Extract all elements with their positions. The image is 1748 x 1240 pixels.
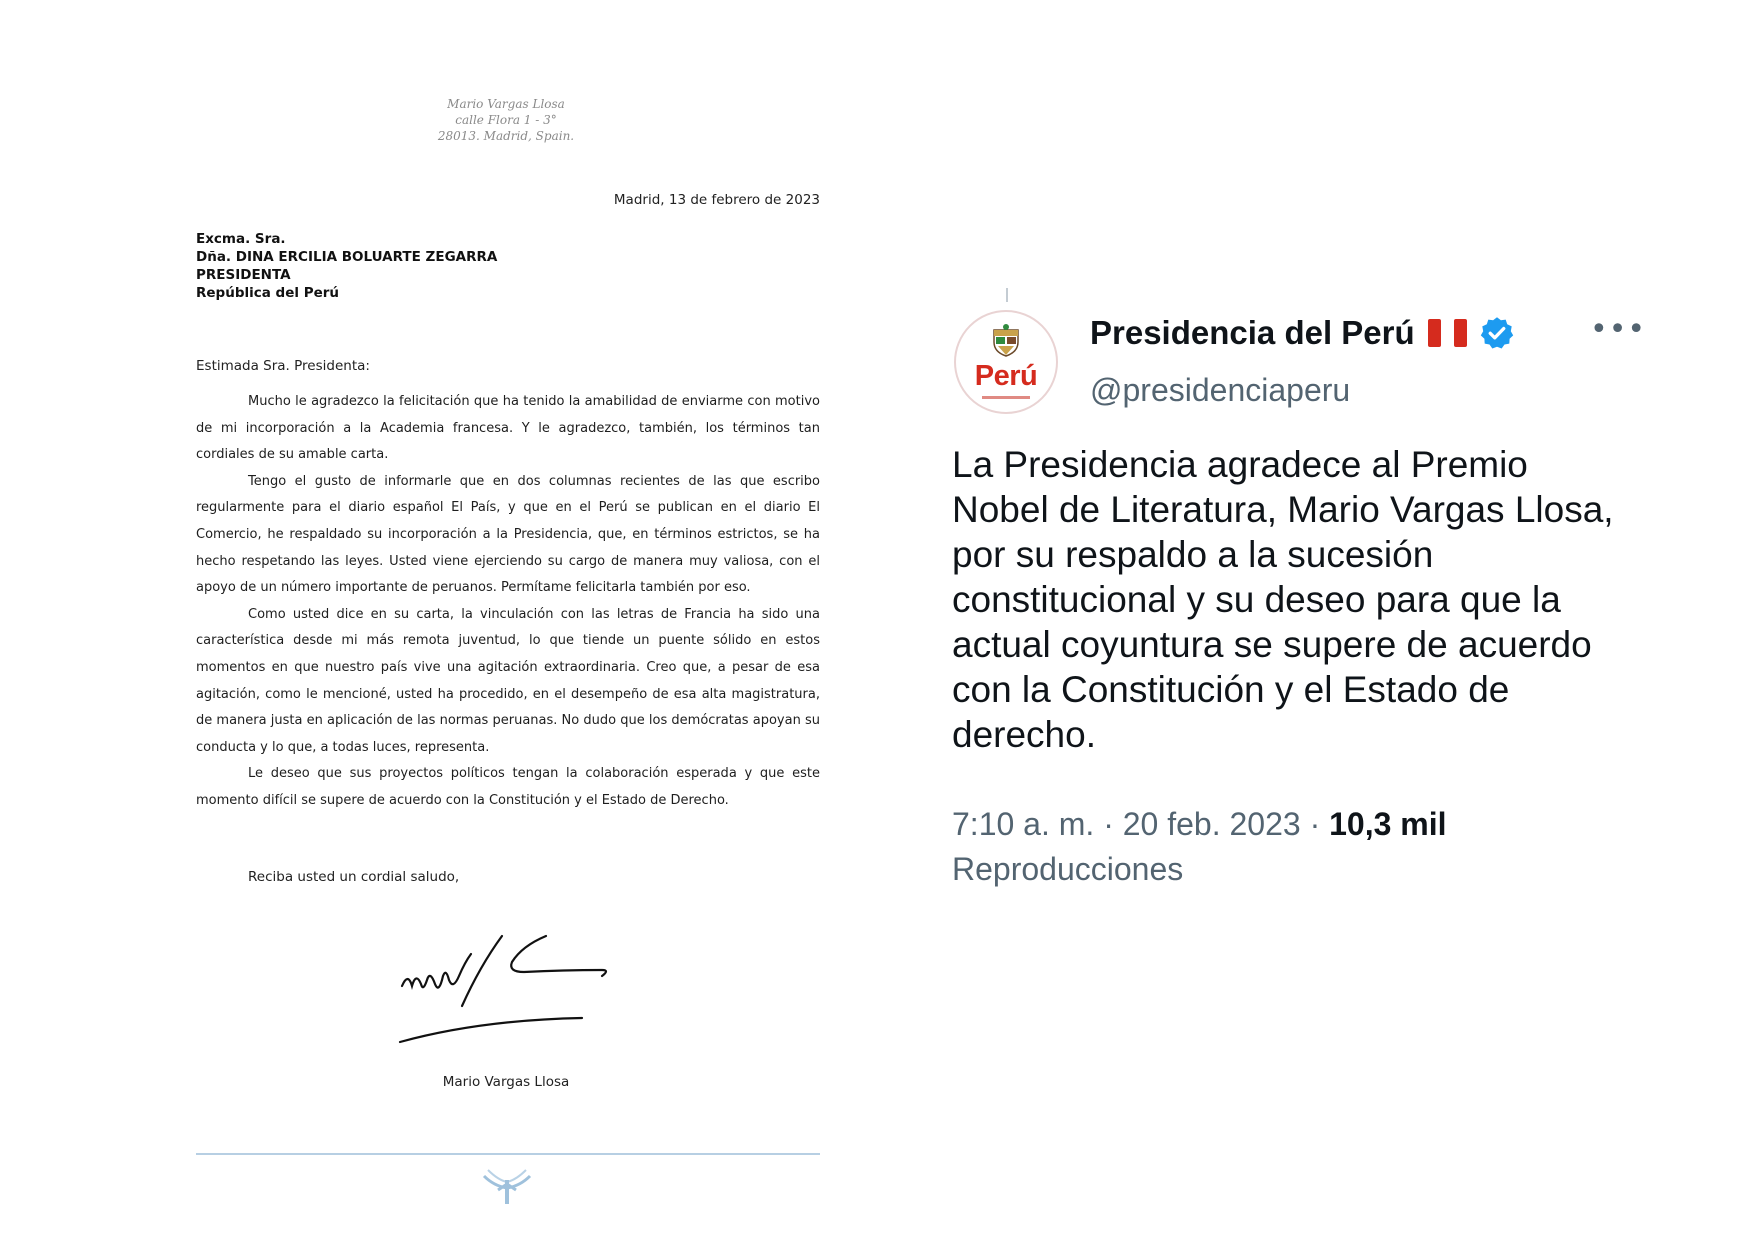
display-name[interactable]: Presidencia del Perú — [1090, 314, 1415, 351]
handwritten-signature — [396, 926, 616, 1076]
meta-separator: · — [1094, 806, 1123, 842]
recipient-title: Excma. Sra. — [196, 231, 286, 247]
letterhead-city: 28013. Madrid, Spain. — [437, 129, 575, 143]
peru-flag-icon — [1428, 319, 1468, 347]
letter-body — [196, 389, 820, 815]
user-handle[interactable]: @presidenciaperu — [1090, 372, 1351, 408]
recipient-country: República del Perú — [196, 285, 340, 301]
signer-name: Mario Vargas Llosa — [442, 1074, 570, 1090]
tweet-date[interactable]: 20 feb. 2023 — [1122, 806, 1301, 842]
tweet-author — [1090, 314, 1590, 414]
letter-paragraph: Como usted dice en su carta, la vinculación con las letras de Francia ha sido una característica desde mi más remota juventud, lo que tiende un puente sólido en estos momentos en que nuestro país vive una agitación extraordinaria. Creo que, a pesar de esa agitación, como le mencioné, usted ha procedido, en el desempeño de esa alta magistratura, de manera justa en aplicación de las normas peruanas. No dudo que los demócratas apoyan su conducta y lo que, a todas luces, representa. — [196, 606, 820, 755]
letterhead — [366, 96, 646, 144]
meta-separator: · — [1300, 806, 1330, 842]
avatar[interactable] — [954, 310, 1058, 414]
tweet-time[interactable]: 7:10 a. m. — [952, 806, 1095, 842]
letter-date: Madrid, 13 de febrero de 2023 — [613, 192, 820, 208]
letter-document — [196, 90, 820, 1220]
letterhead-street: calle Flora 1 - 3° — [455, 113, 557, 127]
tweet-metadata — [952, 802, 1632, 892]
avatar-text: Perú — [974, 360, 1038, 392]
recipient-name: Dña. DINA ERCILIA BOLUARTE ZEGARRA — [196, 249, 498, 265]
salutation: Estimada Sra. Presidenta: — [196, 358, 370, 374]
more-options-icon[interactable]: ••• — [1590, 312, 1647, 347]
recipient-position: PRESIDENTA — [196, 267, 291, 283]
recipient-block — [196, 230, 497, 302]
academy-emblem-icon — [480, 1166, 534, 1206]
thread-connector — [1006, 288, 1008, 302]
letter-closing: Reciba usted un cordial saludo, — [248, 869, 460, 885]
views-label: Reproducciones — [952, 851, 1184, 887]
views-count: 10,3 mil — [1329, 806, 1447, 842]
coat-of-arms-icon — [991, 324, 1021, 358]
letter-paragraph: Mucho le agradezco la felicitación que ha tenido la amabilidad de enviarme con motivo de mi incorporación a la Academia francesa. Y le agradezco, también, los términos tan cordiales de su amable carta. — [196, 394, 820, 463]
letter-paragraph: Le deseo que sus proyectos políticos tengan la colaboración esperada y que este momento difícil se supere de acuerdo con la Constitución y el Estado de Derecho. — [196, 766, 820, 808]
verified-badge-icon[interactable] — [1479, 315, 1515, 351]
letterhead-name: Mario Vargas Llosa — [447, 97, 565, 111]
tweet-card — [952, 280, 1647, 920]
avatar-subtitle-bar — [982, 396, 1030, 399]
tweet-text: La Presidencia agradece al Premio Nobel de Literatura, Mario Vargas Llosa, por su respaldo a la sucesión constitucional y su deseo para que la actual coyuntura se supere de acuerdo con la Constitución y el Estado de derecho. — [952, 444, 1614, 755]
footer-divider — [196, 1153, 820, 1155]
letter-paragraph: Tengo el gusto de informarle que en dos columnas recientes de las que escribo regularmente para el diario español El País, y que en el Perú se publican en el diario El Comercio, he respaldado su incorporación a la Presidencia, que, en términos estrictos, se ha hecho respetando las leyes. Usted viene ejerciendo su cargo de manera muy valiosa, con el apoyo de un número importante de peruanos. Permítame felicitarla también por eso. — [196, 473, 820, 596]
